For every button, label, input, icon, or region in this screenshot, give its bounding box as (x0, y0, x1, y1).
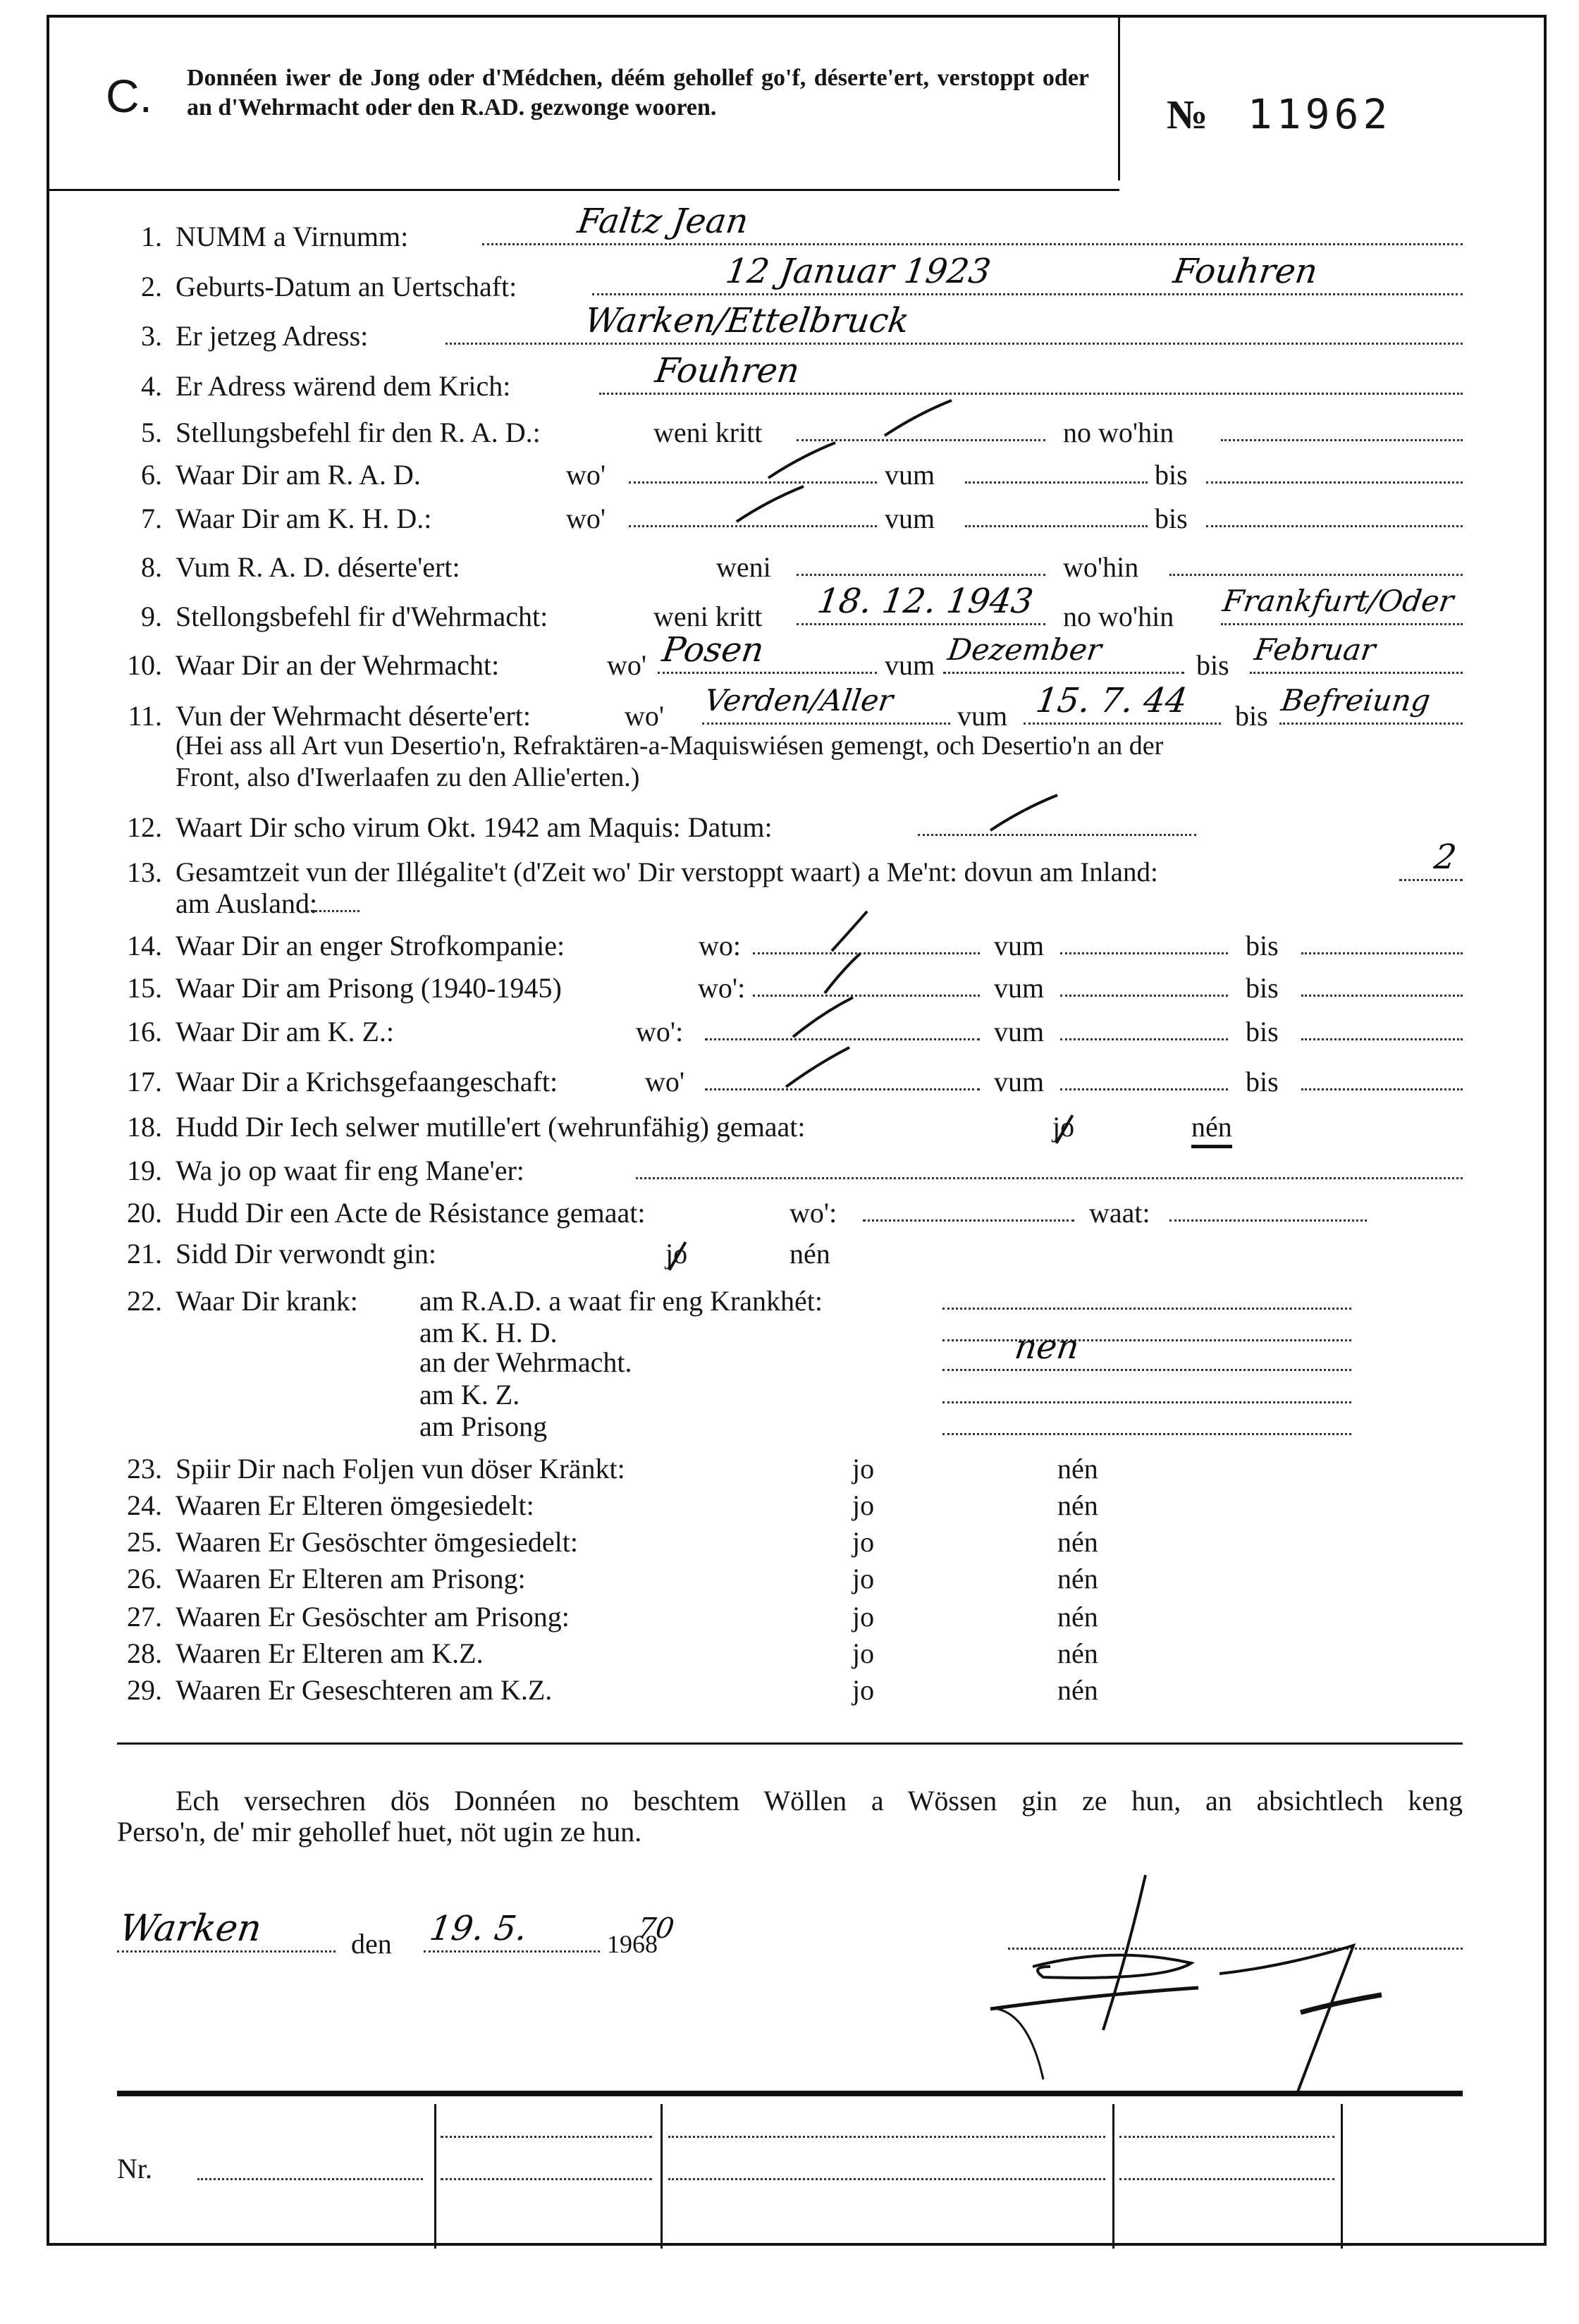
to-label: bis (1246, 930, 1279, 961)
row-label: Waar Dir krank: (176, 1285, 358, 1317)
row-label: Geburts-Datum an Uertschaft: (176, 271, 517, 302)
row-number: 17. (127, 1066, 162, 1098)
row-number: 13. (127, 856, 162, 888)
row-2 (0, 252, 1579, 305)
where-label: wo'hin (1063, 551, 1139, 583)
row-label: Gesamtzeit vun der Illégalite't (d'Zeit wo' Dir verstoppt waart) a Me'nt: dovun am Inland: (176, 857, 1158, 887)
row-label: Waaren Er Elteren am Prisong: (176, 1563, 526, 1594)
birth-field[interactable] (592, 293, 1463, 295)
abroad-field[interactable] (307, 910, 360, 912)
row-number: 4. (141, 370, 162, 402)
to-field[interactable] (1301, 995, 1463, 997)
table-cell-field[interactable] (668, 2136, 1105, 2138)
address-field[interactable] (446, 343, 1463, 345)
row-10 (0, 630, 1579, 683)
option-no[interactable]: nén (1057, 1637, 1098, 1669)
to-field[interactable] (1279, 723, 1463, 725)
row-number: 25. (127, 1526, 162, 1558)
from-label: vum (994, 1066, 1045, 1098)
option-yes[interactable]: jo (852, 1526, 875, 1558)
row-23 (0, 1451, 1579, 1487)
option-no[interactable]: nén (790, 1238, 830, 1269)
number-sign: № (1167, 92, 1212, 137)
row-number: 1. (141, 221, 162, 252)
illness-wehrmacht-value: nen (1012, 1327, 1082, 1367)
cancel-stroke (790, 996, 867, 1038)
row-number: 2. (141, 271, 162, 302)
row-number: 16. (127, 1016, 162, 1047)
row-1 (0, 202, 1579, 254)
row-24 (0, 1488, 1579, 1523)
row-number: 26. (127, 1563, 162, 1594)
row-27 (0, 1599, 1579, 1635)
row-22-kz (0, 1377, 1579, 1413)
row-20 (0, 1195, 1579, 1231)
from-field[interactable] (1060, 995, 1228, 997)
to-label: bis (1235, 700, 1268, 732)
table-cell-field[interactable] (1119, 2178, 1334, 2180)
from-label: vum (994, 1016, 1045, 1047)
from-field[interactable] (965, 525, 1148, 527)
declaration-line-2: Perso'n, de' mir gehollef huet, nöt ugin ze hun. (117, 1816, 642, 1847)
row-number: 20. (127, 1197, 162, 1229)
row-number: 21. (127, 1238, 162, 1269)
to-field[interactable] (1301, 952, 1463, 954)
option-yes-struck[interactable]: jo (1052, 1109, 1074, 1145)
war-address-value: Fouhren (653, 351, 802, 391)
where-field[interactable] (1221, 623, 1463, 625)
row-number: 14. (127, 930, 162, 961)
row-label: Vun der Wehrmacht déserte'ert: (176, 700, 531, 732)
where-label: wo' (566, 503, 606, 534)
option-no[interactable]: nén (1057, 1489, 1098, 1521)
row-number: 24. (127, 1489, 162, 1521)
where-field[interactable] (705, 1038, 980, 1040)
place-field[interactable] (117, 1950, 336, 1953)
row-label: Er Adress wärend dem Krich: (176, 370, 511, 402)
row-number: 27. (127, 1601, 162, 1633)
illness-kz-field[interactable] (942, 1401, 1351, 1403)
signature (987, 1861, 1466, 2094)
row-11-note: Front, also d'Iwerlaafen zu den Allie'erten.) (176, 763, 640, 792)
illness-khd-field[interactable] (942, 1339, 1351, 1341)
when-field[interactable] (797, 574, 1045, 576)
row-label: Waar Dir am R. A. D. (176, 459, 421, 491)
row-21 (0, 1236, 1579, 1272)
illness-wehrmacht-field[interactable] (942, 1369, 1351, 1371)
sub-label: am Prisong (419, 1410, 548, 1442)
row-22-prisong (0, 1409, 1579, 1444)
date-field[interactable] (424, 1950, 600, 1953)
to-label: bis (1246, 972, 1279, 1004)
when-label: weni kritt (653, 417, 763, 448)
row-18 (0, 1109, 1579, 1145)
from-value: 15. 7. 44 (1033, 681, 1190, 720)
row-29 (0, 1673, 1579, 1708)
cancel-stroke (765, 439, 842, 481)
row-number: 3. (141, 320, 162, 352)
row-label: Waar Dir a Krichsgefaangeschaft: (176, 1066, 558, 1098)
row-label: Waar Dir am K. Z.: (176, 1016, 394, 1047)
row-label: Wa jo op waat fir eng Mane'er: (176, 1155, 524, 1186)
where-label: no wo'hin (1063, 417, 1174, 448)
row-22 (0, 1284, 1579, 1319)
where-value: Frankfurt/Oder (1220, 584, 1456, 618)
where-label: wo' (625, 700, 665, 732)
cancel-stroke (818, 910, 895, 952)
to-label: bis (1155, 503, 1188, 534)
from-value: Dezember (945, 632, 1104, 667)
from-field[interactable] (1060, 1038, 1228, 1040)
from-field[interactable] (1060, 952, 1228, 954)
where-label: no wo'hin (1063, 601, 1174, 632)
option-no[interactable]: nén (1057, 1563, 1098, 1594)
row-number: 6. (141, 459, 162, 491)
place-value: Warken (116, 1907, 264, 1950)
declaration-line-1: Ech versechren dös Donnéen no beschtem Wöllen a Wössen gin ze hun, an absichtlech keng (176, 1785, 1463, 1816)
number-value: 11962 (1247, 90, 1392, 138)
when-value: 18. 12. 1943 (815, 582, 1036, 621)
row-label: Waart Dir scho virum Okt. 1942 am Maquis: Datum: (176, 811, 773, 843)
where-value: Verden/Aller (702, 683, 895, 718)
option-yes-struck[interactable]: jo (665, 1236, 687, 1272)
cancel-stroke (733, 483, 811, 525)
section-letter: C. (106, 70, 152, 122)
option-no[interactable]: nén (1057, 1453, 1098, 1484)
row-number: 23. (127, 1453, 162, 1484)
to-field[interactable] (1206, 525, 1463, 527)
when-field[interactable] (797, 623, 1045, 625)
to-label: bis (1196, 649, 1229, 681)
row-3 (0, 301, 1579, 354)
cancel-stroke (987, 792, 1064, 834)
from-label: vum (957, 700, 1008, 732)
table-top-rule (117, 2091, 1463, 2096)
option-no[interactable]: nén (1057, 1526, 1098, 1558)
war-address-field[interactable] (599, 393, 1463, 395)
row-number: 19. (127, 1155, 162, 1186)
row-number: 8. (141, 551, 162, 583)
option-no-selected[interactable]: nén (1191, 1109, 1232, 1148)
row-16 (0, 1014, 1579, 1050)
row-number: 28. (127, 1637, 162, 1669)
illness-rad-field[interactable] (942, 1308, 1351, 1310)
name-field[interactable] (482, 243, 1463, 245)
where-field[interactable] (705, 1088, 980, 1090)
row-number: 15. (127, 972, 162, 1004)
row-9 (0, 582, 1579, 634)
year-handwritten: 70 (635, 1912, 677, 1945)
where-label: wo': (698, 972, 746, 1004)
what-field[interactable] (1169, 1219, 1367, 1222)
option-yes[interactable]: jo (852, 1563, 875, 1594)
nr-label: Nr. (117, 2153, 152, 2184)
row-label: Waaren Er Gesöschter ömgesiedelt: (176, 1526, 578, 1558)
row-label: Waar Dir an der Wehrmacht: (176, 649, 500, 681)
inland-value: 2 (1432, 837, 1459, 877)
row-number: 18. (127, 1111, 162, 1143)
table-divider (1341, 2104, 1343, 2249)
row-number: 22. (127, 1285, 162, 1317)
inland-field[interactable] (1399, 879, 1463, 881)
to-field[interactable] (1250, 672, 1463, 674)
abroad-label: am Ausland: (176, 887, 318, 919)
row-label: Waar Dir am Prisong (1940-1945) (176, 972, 562, 1004)
row-7 (0, 501, 1579, 536)
row-4 (0, 351, 1579, 404)
where-label: wo' (566, 459, 606, 491)
cancel-stroke (811, 952, 888, 995)
from-label: vum (994, 972, 1045, 1004)
header-rule (47, 189, 1119, 191)
row-13 (0, 837, 1579, 890)
row-label: Stellongsbefehl fir d'Wehrmacht: (176, 601, 548, 632)
row-label: Hudd Dir Iech selwer mutille'ert (wehrunfähig) gemaat: (176, 1111, 806, 1143)
cancel-stroke (782, 1046, 860, 1088)
sub-label: an der Wehrmacht. (419, 1346, 632, 1378)
row-17 (0, 1064, 1579, 1100)
when-label: weni (716, 551, 771, 583)
nr-field[interactable] (197, 2178, 423, 2180)
where-field[interactable] (863, 1219, 1074, 1222)
section-divider (117, 1742, 1463, 1745)
to-field[interactable] (1301, 1088, 1463, 1090)
table-cell-field[interactable] (668, 2178, 1105, 2180)
row-label: NUMM a Virnumm: (176, 221, 409, 252)
den-label: den (351, 1928, 392, 1960)
from-label: vum (885, 649, 935, 681)
from-field[interactable] (965, 481, 1148, 484)
row-label: Waar Dir am K. H. D.: (176, 503, 432, 534)
row-13-abroad (0, 886, 1579, 921)
row-number: 29. (127, 1674, 162, 1706)
manner-field[interactable] (636, 1177, 1463, 1179)
table-divider (434, 2104, 436, 2249)
row-label: Er jetzeg Adress: (176, 320, 369, 352)
birth-date-value: 12 Januar 1923 (723, 252, 993, 291)
where-label: wo': (636, 1016, 684, 1047)
from-label: vum (885, 459, 935, 491)
row-label: Waar Dir an enger Strofkompanie: (176, 930, 565, 961)
from-label: vum (994, 930, 1045, 961)
row-label: Waaren Er Elteren am K.Z. (176, 1637, 484, 1669)
to-label: bis (1246, 1066, 1279, 1098)
row-label: Vum R. A. D. déserte'ert: (176, 551, 460, 583)
row-14 (0, 928, 1579, 964)
table-divider (661, 2104, 663, 2249)
from-field[interactable] (943, 672, 1184, 674)
where-label: wo: (699, 930, 741, 961)
header-divider (1118, 15, 1120, 180)
row-label: Waaren Er Geseschteren am K.Z. (176, 1674, 553, 1706)
option-no[interactable]: nén (1057, 1674, 1098, 1706)
where-field[interactable] (1169, 574, 1463, 576)
option-yes[interactable]: jo (852, 1601, 875, 1633)
row-label: Waaren Er Elteren ömgesiedelt: (176, 1489, 534, 1521)
where-field[interactable] (658, 672, 877, 674)
option-no[interactable]: nén (1057, 1601, 1098, 1633)
row-number: 9. (141, 601, 162, 632)
to-value: Februar (1252, 632, 1378, 667)
row-label: Stellungsbefehl fir den R. A. D.: (176, 417, 541, 448)
where-value: Posen (660, 630, 767, 670)
to-label: bis (1246, 1016, 1279, 1047)
where-label: wo' (645, 1066, 685, 1098)
row-12 (0, 810, 1579, 845)
where-field[interactable] (1221, 439, 1463, 441)
sub-label: am K. Z. (419, 1379, 520, 1410)
table-cell-field[interactable] (1119, 2136, 1334, 2138)
where-field[interactable] (702, 723, 950, 725)
row-number: 11. (128, 700, 162, 732)
row-label: Spiir Dir nach Foljen vun döser Kränkt: (176, 1453, 625, 1484)
to-value: Befreiung (1279, 683, 1433, 718)
row-label: Waaren Er Gesöschter am Prisong: (176, 1601, 570, 1633)
to-label: bis (1155, 459, 1188, 491)
cancel-stroke (881, 397, 959, 439)
option-yes[interactable]: jo (852, 1674, 875, 1706)
maquis-date-field[interactable] (918, 834, 1196, 836)
to-field[interactable] (1206, 481, 1463, 484)
row-number: 10. (127, 649, 162, 681)
table-cell-field[interactable] (441, 2136, 652, 2138)
from-field[interactable] (1060, 1088, 1228, 1090)
where-label: wo' (607, 649, 647, 681)
row-label: Sidd Dir verwondt gin: (176, 1238, 436, 1269)
address-value: Warken/Ettelbruck (582, 301, 912, 340)
what-label: waat: (1089, 1197, 1150, 1229)
illness-prison-field[interactable] (942, 1433, 1351, 1435)
year-printed: 1968 (607, 1930, 658, 1958)
row-28 (0, 1636, 1579, 1671)
row-19 (0, 1153, 1579, 1188)
row-number: 5. (141, 417, 162, 448)
option-yes[interactable]: jo (852, 1637, 875, 1669)
sub-label: am K. H. D. (419, 1317, 558, 1348)
to-field[interactable] (1301, 1038, 1463, 1040)
row-number: 7. (141, 503, 162, 534)
row-26 (0, 1561, 1579, 1597)
option-yes[interactable]: jo (852, 1453, 875, 1484)
where-label: wo': (790, 1197, 837, 1229)
from-field[interactable] (1024, 723, 1221, 725)
name-value: Faltz Jean (575, 202, 751, 241)
section-title: Donnéen iwer de Jong oder d'Médchen, déém gehollef go'f, déserte'ert, verstoppt oder an d'Wehrmacht oder den R.AD. gezwonge wooren. (187, 65, 1089, 121)
birth-place-value: Fouhren (1171, 252, 1320, 291)
form-number (1167, 90, 1391, 138)
when-label: weni kritt (653, 601, 763, 632)
row-11-note: (Hei ass all Art vun Desertio'n, Refraktären-a-Maquiswiésen gemengt, och Desertio'n an der (176, 731, 1164, 761)
option-yes[interactable]: jo (852, 1489, 875, 1521)
row-number: 12. (127, 811, 162, 843)
table-cell-field[interactable] (441, 2178, 652, 2180)
table-divider (1112, 2104, 1114, 2249)
sub-label: am R.A.D. a waat fir eng Krankhét: (419, 1285, 823, 1317)
date-value: 19. 5. (427, 1909, 530, 1948)
where-field[interactable] (629, 525, 877, 527)
row-25 (0, 1525, 1579, 1560)
row-8 (0, 550, 1579, 585)
from-label: vum (885, 503, 935, 534)
row-label: Hudd Dir een Acte de Résistance gemaat: (176, 1197, 646, 1229)
